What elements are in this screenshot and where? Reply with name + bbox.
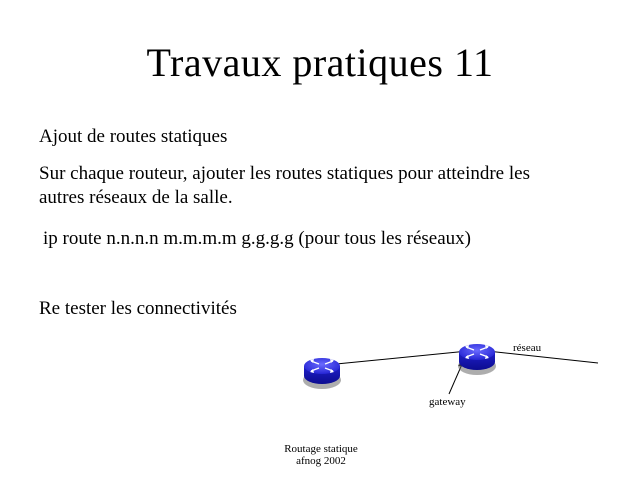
instruction-line-1: Sur chaque routeur, ajouter les routes statiques pour atteindre les <box>39 163 530 184</box>
footer-line-2: afnog 2002 <box>296 455 346 467</box>
section-heading: Ajout de routes statiques <box>39 126 228 147</box>
retest-text: Re tester les connectivités <box>39 298 237 319</box>
network-link <box>326 350 478 365</box>
gateway-label: gateway <box>429 396 466 408</box>
router-icon-left <box>303 358 341 389</box>
network-label: réseau <box>513 342 542 354</box>
instruction-line-2: autres réseaux de la salle. <box>39 187 233 208</box>
footer-line-1: Routage statique <box>284 443 358 455</box>
router-icon-right <box>458 344 496 375</box>
slide-footer <box>262 443 380 467</box>
slide-title: Travaux pratiques 11 <box>146 40 494 85</box>
command-text: ip route n.n.n.n m.m.m.m g.g.g.g (pour tous les réseaux) <box>43 228 471 249</box>
